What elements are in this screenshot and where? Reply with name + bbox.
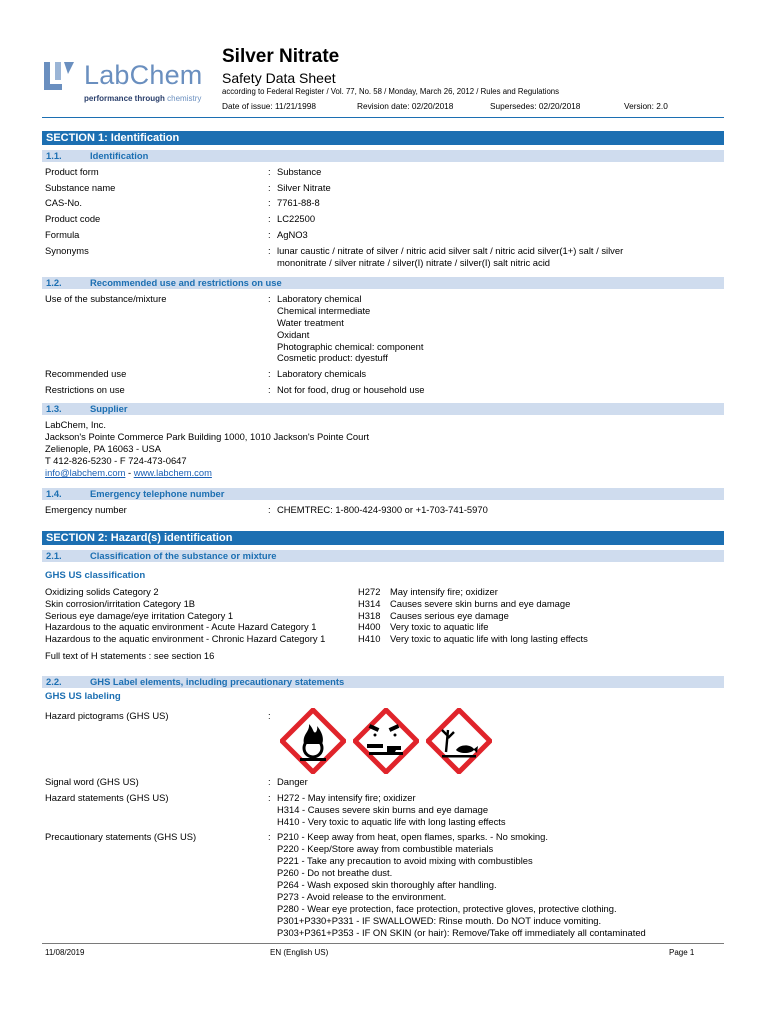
h-text: May intensify fire; oxidizer	[390, 586, 498, 597]
hazard-statement: H410 - Very toxic to aquatic life with long lasting effects	[277, 816, 506, 827]
section-1-header	[42, 131, 724, 145]
subsection-1-2	[42, 277, 724, 289]
precaution-statement: P220 - Keep/Store away from combustible materials	[277, 843, 494, 854]
footer-divider	[42, 943, 724, 944]
precaution-statement: P264 - Wash exposed skin thoroughly after handling.	[277, 879, 497, 890]
colon: :	[268, 384, 271, 395]
logo-tagline	[84, 94, 201, 103]
email-link[interactable]: info@labchem.com	[45, 467, 126, 478]
colon: :	[268, 368, 271, 379]
recommended-use-label: Recommended use	[45, 368, 127, 379]
precaution-statement: P273 - Avoid release to the environment.	[277, 891, 447, 902]
section-1-title: SECTION 1: Identification	[46, 132, 180, 144]
h-code: H318	[358, 610, 381, 621]
h-text: Causes serious eye damage	[390, 610, 509, 621]
regulation-line: according to Federal Register / Vol. 77, No. 58 / Monday, March 26, 2012 / Rules and Regulations	[222, 87, 560, 96]
footer-date: 11/08/2019	[45, 948, 85, 957]
hazard-statement: H272 - May intensify fire; oxidizer	[277, 792, 416, 803]
h-code: H400	[358, 621, 381, 632]
colon: :	[268, 776, 271, 787]
class-name: Hazardous to the aquatic environment - Acute Hazard Category 1	[45, 621, 317, 632]
use-item: Laboratory chemical	[277, 293, 362, 304]
labchem-logo-icon	[42, 60, 78, 94]
hazard-statements-label: Hazard statements (GHS US)	[45, 792, 169, 803]
document-subtitle: Safety Data Sheet	[222, 70, 336, 86]
synonyms-line-2: mononitrate / silver nitrate / silver(I) nitrate / silver(I) salt nitric acid	[277, 257, 550, 268]
colon: :	[268, 229, 271, 240]
section-2-header	[42, 531, 724, 545]
precaution-statement: P210 - Keep away from heat, open flames, sparks. - No smoking.	[277, 831, 548, 842]
precaution-statement: P260 - Do not breathe dust.	[277, 867, 393, 878]
colon: :	[268, 792, 271, 803]
substance-name-label: Substance name	[45, 182, 116, 193]
class-name: Oxidizing solids Category 2	[45, 586, 159, 597]
class-name: Skin corrosion/irritation Category 1B	[45, 598, 196, 609]
colon: :	[268, 213, 271, 224]
product-code-label: Product code	[45, 213, 101, 224]
use-item: Oxidant	[277, 329, 310, 340]
cas-no-value: 7761-88-8	[277, 197, 320, 208]
supplier-city: Zelienople, PA 16063 - USA	[45, 443, 162, 454]
date-of-issue: Date of issue: 11/21/1998	[222, 101, 316, 111]
colon: :	[268, 710, 271, 721]
full-text-note: Full text of H statements : see section 16	[45, 650, 215, 661]
precaution-statement: P280 - Wear eye protection, face protection, protective gloves, protective clothing.	[277, 903, 617, 914]
logo-tagline-chem: chemistry	[167, 94, 202, 103]
logo-tagline-main: performance through	[84, 94, 165, 103]
colon: :	[268, 166, 271, 177]
environment-icon	[426, 708, 492, 774]
supplier-address: Jackson's Pointe Commerce Park Building 1000, 1010 Jackson's Pointe Court	[45, 431, 370, 442]
cas-no-label: CAS-No.	[45, 197, 82, 208]
use-item: Cosmetic product: dyestuff	[277, 352, 388, 363]
product-form-value: Substance	[277, 166, 322, 177]
subsection-1-4	[42, 488, 724, 500]
header-divider	[42, 117, 724, 118]
emergency-label: Emergency number	[45, 504, 127, 515]
recommended-use-value: Laboratory chemicals	[277, 368, 367, 379]
subsection-2-1	[42, 550, 724, 562]
h-code: H314	[358, 598, 381, 609]
use-label: Use of the substance/mixture	[45, 293, 167, 304]
synonyms-line-1: lunar caustic / nitrate of silver / nitric acid silver salt / nitric acid silver(1+) salt / silver	[277, 245, 624, 256]
supplier-contact	[45, 467, 212, 479]
subsection-label: Supplier	[90, 403, 128, 414]
colon: :	[268, 293, 271, 304]
contact-separator: -	[125, 467, 134, 478]
h-code: H410	[358, 633, 381, 644]
h-text: Causes severe skin burns and eye damage	[390, 598, 571, 609]
precaution-statement: P303+P361+P353 - IF ON SKIN (or hair): Remove/Take off immediately all contaminated	[277, 927, 646, 938]
colon: :	[268, 245, 271, 256]
ghs-labeling-heading: GHS US labeling	[45, 691, 121, 702]
colon: :	[268, 831, 271, 842]
use-item: Chemical intermediate	[277, 305, 371, 316]
hazard-statement: H314 - Causes severe skin burns and eye damage	[277, 804, 489, 815]
subsection-1-1	[42, 150, 724, 162]
subsection-label: Classification of the substance or mixture	[90, 550, 277, 561]
subsection-number: 2.1.	[46, 550, 62, 561]
ghs-classification-heading: GHS US classification	[45, 570, 146, 581]
emergency-value: CHEMTREC: 1-800-424-9300 or +1-703-741-5970	[277, 504, 488, 515]
colon: :	[268, 182, 271, 193]
signal-word-value: Danger	[277, 776, 308, 787]
pictograms-label: Hazard pictograms (GHS US)	[45, 710, 169, 721]
subsection-label: Recommended use and restrictions on use	[90, 277, 282, 288]
signal-word-label: Signal word (GHS US)	[45, 776, 139, 787]
colon: :	[268, 504, 271, 515]
precautionary-label: Precautionary statements (GHS US)	[45, 831, 197, 842]
subsection-2-2	[42, 676, 724, 688]
precaution-statement: P221 - Take any precaution to avoid mixing with combustibles	[277, 855, 533, 866]
precaution-statement: P301+P330+P331 - IF SWALLOWED: Rinse mouth. Do NOT induce vomiting.	[277, 915, 602, 926]
document-title: Silver Nitrate	[222, 46, 340, 67]
subsection-number: 1.3.	[46, 403, 62, 414]
section-2-title: SECTION 2: Hazard(s) identification	[46, 532, 233, 544]
restrictions-label: Restrictions on use	[45, 384, 125, 395]
subsection-label: Identification	[90, 150, 149, 161]
corrosion-icon	[353, 708, 419, 774]
h-text: Very toxic to aquatic life	[390, 621, 489, 632]
logo-name: LabChem	[84, 60, 203, 90]
h-text: Very toxic to aquatic life with long lasting effects	[390, 633, 588, 644]
subsection-number: 1.1.	[46, 150, 62, 161]
footer-language: EN (English US)	[270, 948, 329, 957]
product-code-value: LC22500	[277, 213, 316, 224]
h-code: H272	[358, 586, 381, 597]
colon: :	[268, 197, 271, 208]
revision-date: Revision date: 02/20/2018	[357, 101, 454, 111]
version: Version: 2.0	[624, 101, 668, 111]
flame-over-circle-icon	[280, 708, 346, 774]
subsection-label: Emergency telephone number	[90, 488, 225, 499]
subsection-1-3	[42, 403, 724, 415]
synonyms-label: Synonyms	[45, 245, 89, 256]
use-item: Photographic chemical: component	[277, 341, 424, 352]
subsection-number: 2.2.	[46, 676, 62, 687]
footer-page: Page 1	[669, 948, 695, 957]
class-name: Serious eye damage/eye irritation Category 1	[45, 610, 234, 621]
supplier-phone: T 412-826-5230 - F 724-473-0647	[45, 455, 187, 466]
use-item: Water treatment	[277, 317, 344, 328]
subsection-number: 1.4.	[46, 488, 62, 499]
product-form-label: Product form	[45, 166, 99, 177]
substance-name-value: Silver Nitrate	[277, 182, 331, 193]
website-link[interactable]: www.labchem.com	[133, 467, 212, 478]
subsection-label: GHS Label elements, including precautionary statements	[90, 676, 345, 687]
subsection-number: 1.2.	[46, 277, 62, 288]
supersedes-date: Supersedes: 02/20/2018	[490, 101, 581, 111]
formula-value: AgNO3	[277, 229, 308, 240]
supplier-name: LabChem, Inc.	[45, 419, 106, 430]
formula-label: Formula	[45, 229, 80, 240]
class-name: Hazardous to the aquatic environment - Chronic Hazard Category 1	[45, 633, 326, 644]
restrictions-value: Not for food, drug or household use	[277, 384, 425, 395]
